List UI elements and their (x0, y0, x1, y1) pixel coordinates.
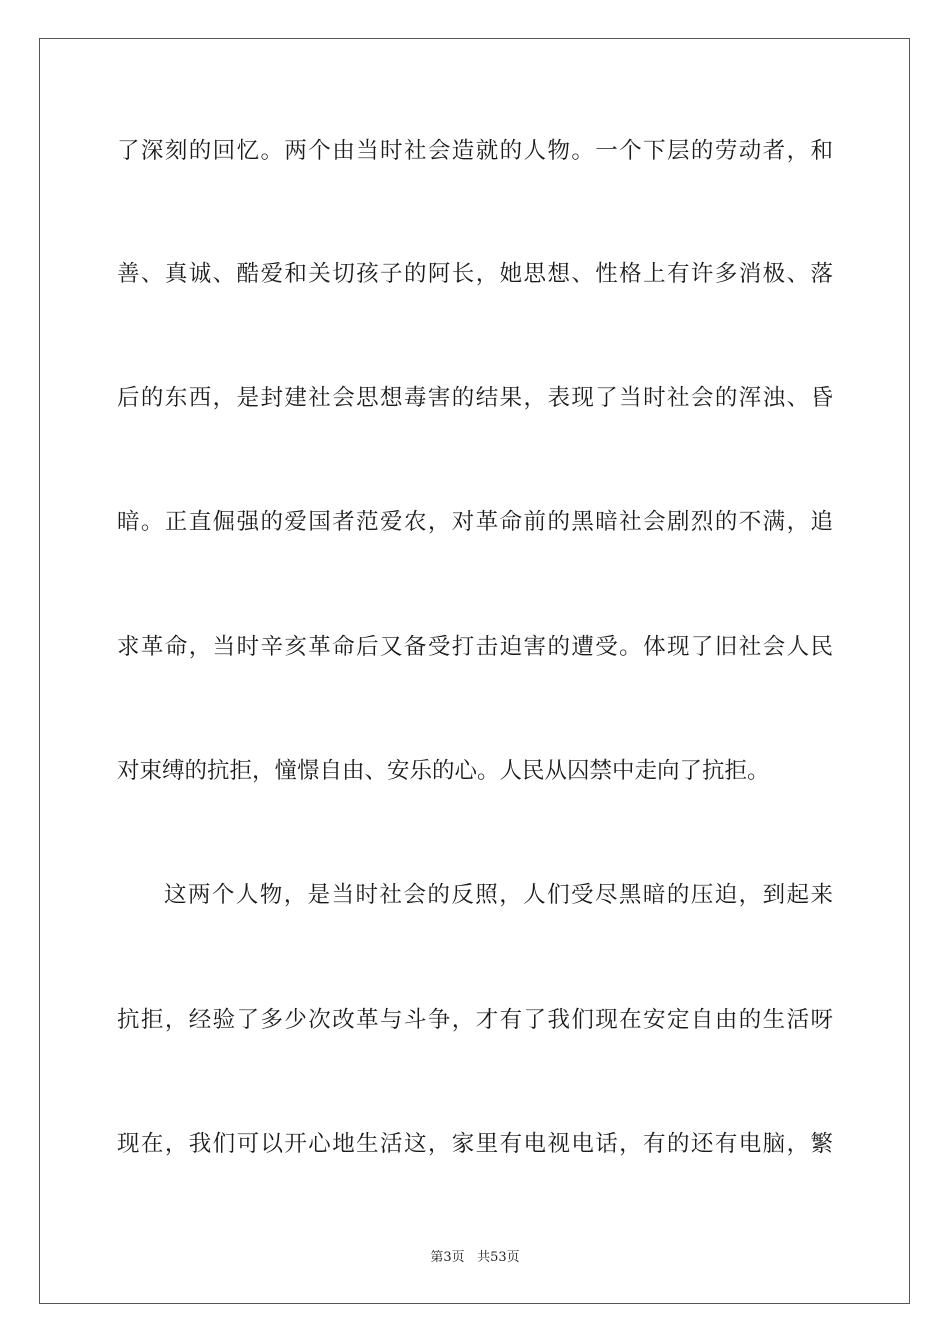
page-footer (0, 1246, 950, 1265)
text-line-5: 求革命，当时辛亥革命后又备受打击迫害的遭受。体现了旧社会人民 (117, 634, 833, 660)
text-line-9: 现在，我们可以开心地生活这，家里有电视电话，有的还有电脑，繁 (117, 1131, 833, 1157)
page-total: 共53页 (477, 1250, 520, 1265)
text-line-6: 对束缚的抗拒，憧憬自由、安乐的心。人民从囚禁中走向了抗拒。 (117, 758, 770, 784)
text-line-1: 了深刻的回忆。两个由当时社会造就的人物。一个下层的劳动者，和 (117, 138, 833, 164)
page-number: 第3页 (430, 1250, 465, 1265)
page-border (39, 38, 910, 1304)
text-line-7: 这两个人物，是当时社会的反照，人们受尽黑暗的压迫，到起来 (164, 882, 833, 908)
text-line-3: 后的东西，是封建社会思想毒害的结果，表现了当时社会的浑浊、昏 (117, 385, 833, 411)
text-line-4: 暗。正直倔强的爱国者范爱农，对革命前的黑暗社会剧烈的不满，追 (117, 509, 833, 535)
text-line-8: 抗拒，经验了多少次改革与斗争，才有了我们现在安定自由的生活呀 (117, 1007, 833, 1033)
text-line-2: 善、真诚、酷爱和关切孩子的阿长，她思想、性格上有许多消极、落 (117, 261, 833, 287)
